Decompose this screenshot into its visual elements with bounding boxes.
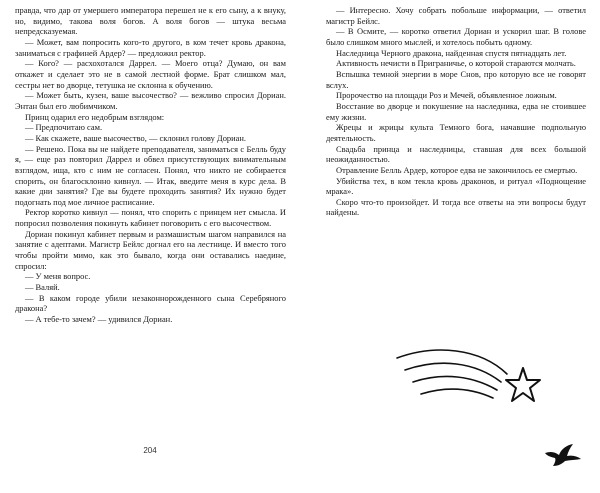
paragraph: — В каком городе убили незаконнорожденного сына Серебряного дракона?: [15, 292, 286, 314]
paragraph: Восстание во дворце и покушение на наследника, едва не стоившее ему жизни.: [326, 100, 586, 122]
paragraph: — Интересно. Хочу собрать побольше информации, — ответил магистр Бейлс.: [326, 5, 586, 26]
page-number: 204: [143, 446, 157, 455]
paragraph: Дориан покинул кабинет первым и размашистым шагом направился на занятие с адептами. Магистр Бейлс догнал его на лестнице. И вместо того чтобы пройти мимо, как это бывало, когда они оставались наедине, спросил:: [15, 228, 286, 271]
paragraph: — Предпочитаю сам.: [25, 122, 103, 133]
bird-silhouette-icon: [543, 443, 583, 467]
paragraph: — Может быть, кузен, ваше высочество? — вежливо спросил Дориан. Энтан был его любимчиком.: [15, 90, 286, 111]
paragraph: — Валяй.: [25, 282, 60, 293]
paragraph: Наследница Черного дракона, найденная спустя пятнадцать лет.: [336, 47, 567, 58]
paragraph: Свадьба принца и наследницы, ставшая для всех большой неожиданностью.: [326, 143, 586, 165]
paragraph: Жрецы и жрицы культа Темного бога, начавшие подпольную деятельность.: [326, 122, 586, 143]
left-page-text: [15, 5, 286, 325]
paragraph: — Решено. Пока вы не найдете преподавателя, заниматься с Белль буду я, — еще раз повторил Даррел и обвел присутствующих внимательным взглядом, ища, кто с ним не согласен. Понял, что никто не собирается спорить, он благосклонно кивнул. — Итак, введите меня в курс дела. В какие дни занятия? Где вы будете проходить занятия? Их нужно будет подогнать под мое личное расписание.: [15, 143, 286, 207]
paragraph: Скоро что-то произойдет. И тогда все ответы на эти вопросы будут найдены.: [326, 196, 586, 218]
paragraph: — Кого? — расхохотался Даррел. — Моего отца? Думаю, он вам откажет и сделает это не в самой лестной форме. Брат слишком мал, сестры нет во дворце, тетушка не склонна к обучению.: [15, 58, 286, 90]
paragraph: правда, что дар от умершего императора перешел не к его сыну, а к внуку, но, видимо, такова воля богов. А воля богов — штука весьма непредсказуемая.: [15, 5, 286, 37]
shooting-star-icon: [395, 340, 545, 420]
paragraph: Убийства тех, в ком текла кровь драконов, и ритуал «Поднощение мрака».: [326, 175, 586, 197]
paragraph: Пророчество на площади Роз и Мечей, объявленное ложным.: [336, 90, 557, 101]
paragraph: — А тебе-то зачем? — удивился Дориан.: [25, 314, 173, 325]
paragraph: — Может, вам попросить кого-то другого, в ком течет кровь дракона, заниматься с графиней Ардер? — предложил ректор.: [15, 36, 286, 58]
paragraph: Принц одарил его недобрым взглядом:: [25, 111, 165, 122]
paragraph: Отравление Белль Ардер, которое едва не закончилось ее смертью.: [336, 164, 578, 175]
paragraph: — Как скажете, ваше высочество, — склонил голову Дориан.: [25, 132, 247, 143]
paragraph: — У меня вопрос.: [25, 271, 91, 282]
paragraph: Ректор коротко кивнул — понял, что спорить с принцем нет смысла. И попросил позволения покинуть кабинет поговорить с его высочеством.: [15, 207, 286, 229]
paragraph: Вспышка темной энергии в море Снов, про которую все не говорят вслух.: [326, 68, 586, 90]
paragraph: Активность нечисти в Приграничье, о которой стараются молчать.: [336, 58, 576, 69]
paragraph: — В Осмите, — коротко ответил Дориан и ускорил шаг. В голове было слишком много мыслей, и хотелось побыть одному.: [326, 26, 586, 47]
right-page-text: [326, 5, 586, 218]
